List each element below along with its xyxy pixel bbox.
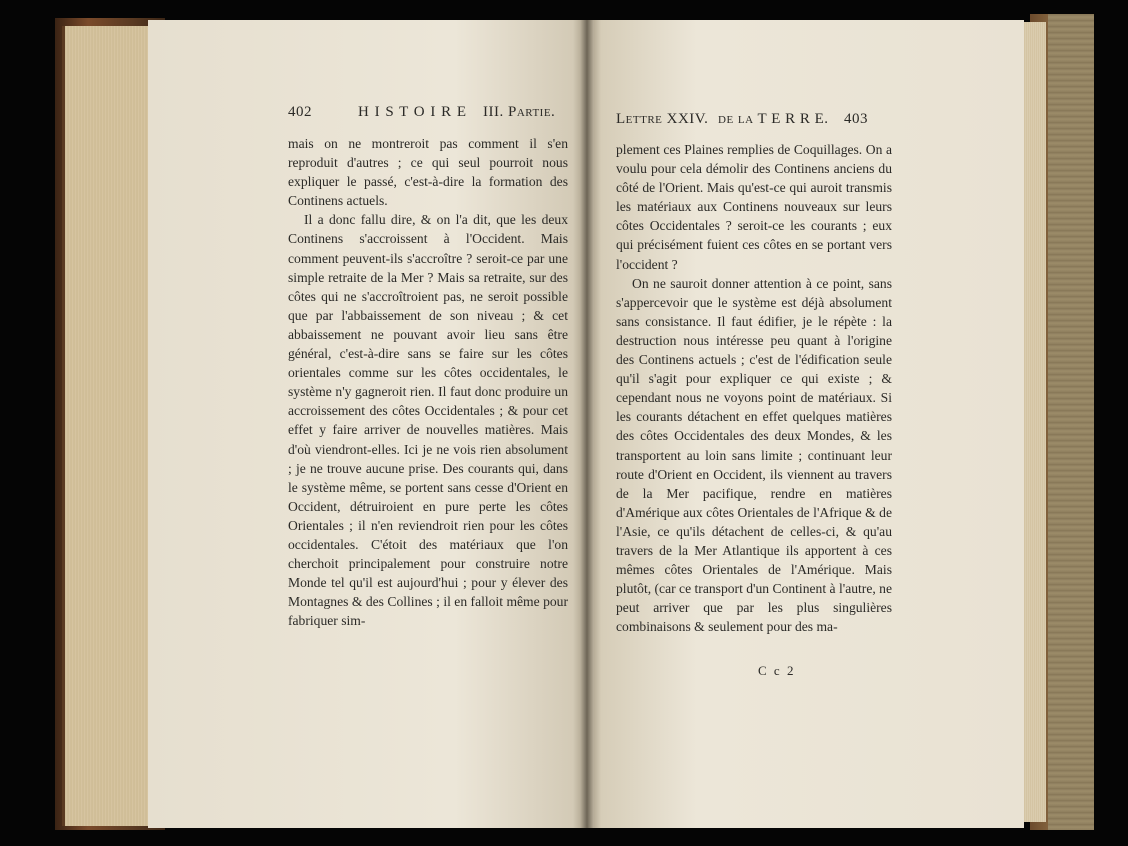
right-page [588,20,1024,828]
left-paragraph-1: mais on ne montreroit pas comment il s'en reproduit d'autres ; ce qui seul pourroit nous expliquer le passé, c'est-à-dire la formation des Continens actuels. [288,136,568,209]
right-paragraph-1: plement ces Plaines remplies de Coquillages. On a voulu pour cela démolir des Continens anciens du côté de l'Orient. Mais qu'est-ce qui auroit transmis les matériaux aux Continens nouveaux sur leurs côtes Occidentales ? seroit-ce les courants ; eux qui précisément fuient ces côtes en se portant vers l'occident ? [616,142,892,272]
left-running-title: H I S T O I R E [358,104,468,120]
left-page-body [288,134,568,630]
left-paragraph-2: Il a donc fallu dire, & on l'a dit, que les deux Continens s'accroissent à l'Occident. Mais comment peuvent-ils s'accroître ? seroit-ce par une simple retraite de la Mer ? Mais sa retraite, sur des côtes qui ne s'accroîtroient pas, ne seroit possible que par l'abbaissement de son niveau ; & cet abbaissement ne pouvant avoir lieu sans être général, c'est-à-dire sans se faire sur les côtes orientales comme sur les côtes occidentales, le système n'y gagneroit rien. Il faut donc produire un accroissement des côtes Occidentales ; & pour cet effet y faire arriver de nouvelles matières. Mais d'où viendront-elles. Ici je ne vois rien absolument ; je ne trouve aucune prise. Des courants qui, dans le système même, se portent sans cesse d'Orient en Occident, détruiroient en pure perte les côtes Orientales ; il n'en reviendroit rien pour les côtes occidentales. C'étoit des matériaux que l'on cherchoit principalement pour construire notre Monde tel qu'il est aujourd'hui ; pour y élever des Montagnes & des Collines ; il en falloit même pour fabriquer sim- [288,212,568,629]
right-paragraph-2: On ne sauroit donner attention à ce point, sans s'appercevoir que le système est déjà absolument sans consistance. Il faut édifier, je le répète : la destruction nous intéresse peu quant à l'origine des Continens actuels ; c'est de l'édification seule qu'il s'agit pour expliquer ce qui existe ; & cependant nous ne voyons point de matériaux. Si les courants détachent en effet quelques matières des côtes Occidentales des deux Mondes, & les transportent au loin sans limite ; continuant leur route d'Orient en Occident, ils viennent au travers de la Mer pacifique, rendre en matières d'Amérique aux côtes Orientales de l'Afrique & de l'Asie, ce qu'ils détachent de celles-ci, & qu'au travers de la Mer Atlantique ils apportent à ces mêmes côtes Orientales de l'Amérique. Mais plutôt, (car ce transport d'un Continent à l'autre, ne peut arriver que par les plus singulières combinaisons & seulement pour des ma- [616,275,892,635]
book-board-right [1048,14,1094,830]
page-edges-right [1022,22,1046,822]
right-running-title: de la T E R R E. [718,111,829,127]
left-page-number: 402 [288,104,312,120]
right-letter-label: Lettre XXIV. [616,111,709,127]
left-part-label: III. Partie. [483,104,556,120]
right-page-number: 403 [844,111,868,127]
book-gutter [580,20,594,828]
page-edges-left [62,26,151,826]
signature-mark: C c 2 [758,663,796,678]
right-page-body [616,140,892,636]
left-page [148,20,586,828]
